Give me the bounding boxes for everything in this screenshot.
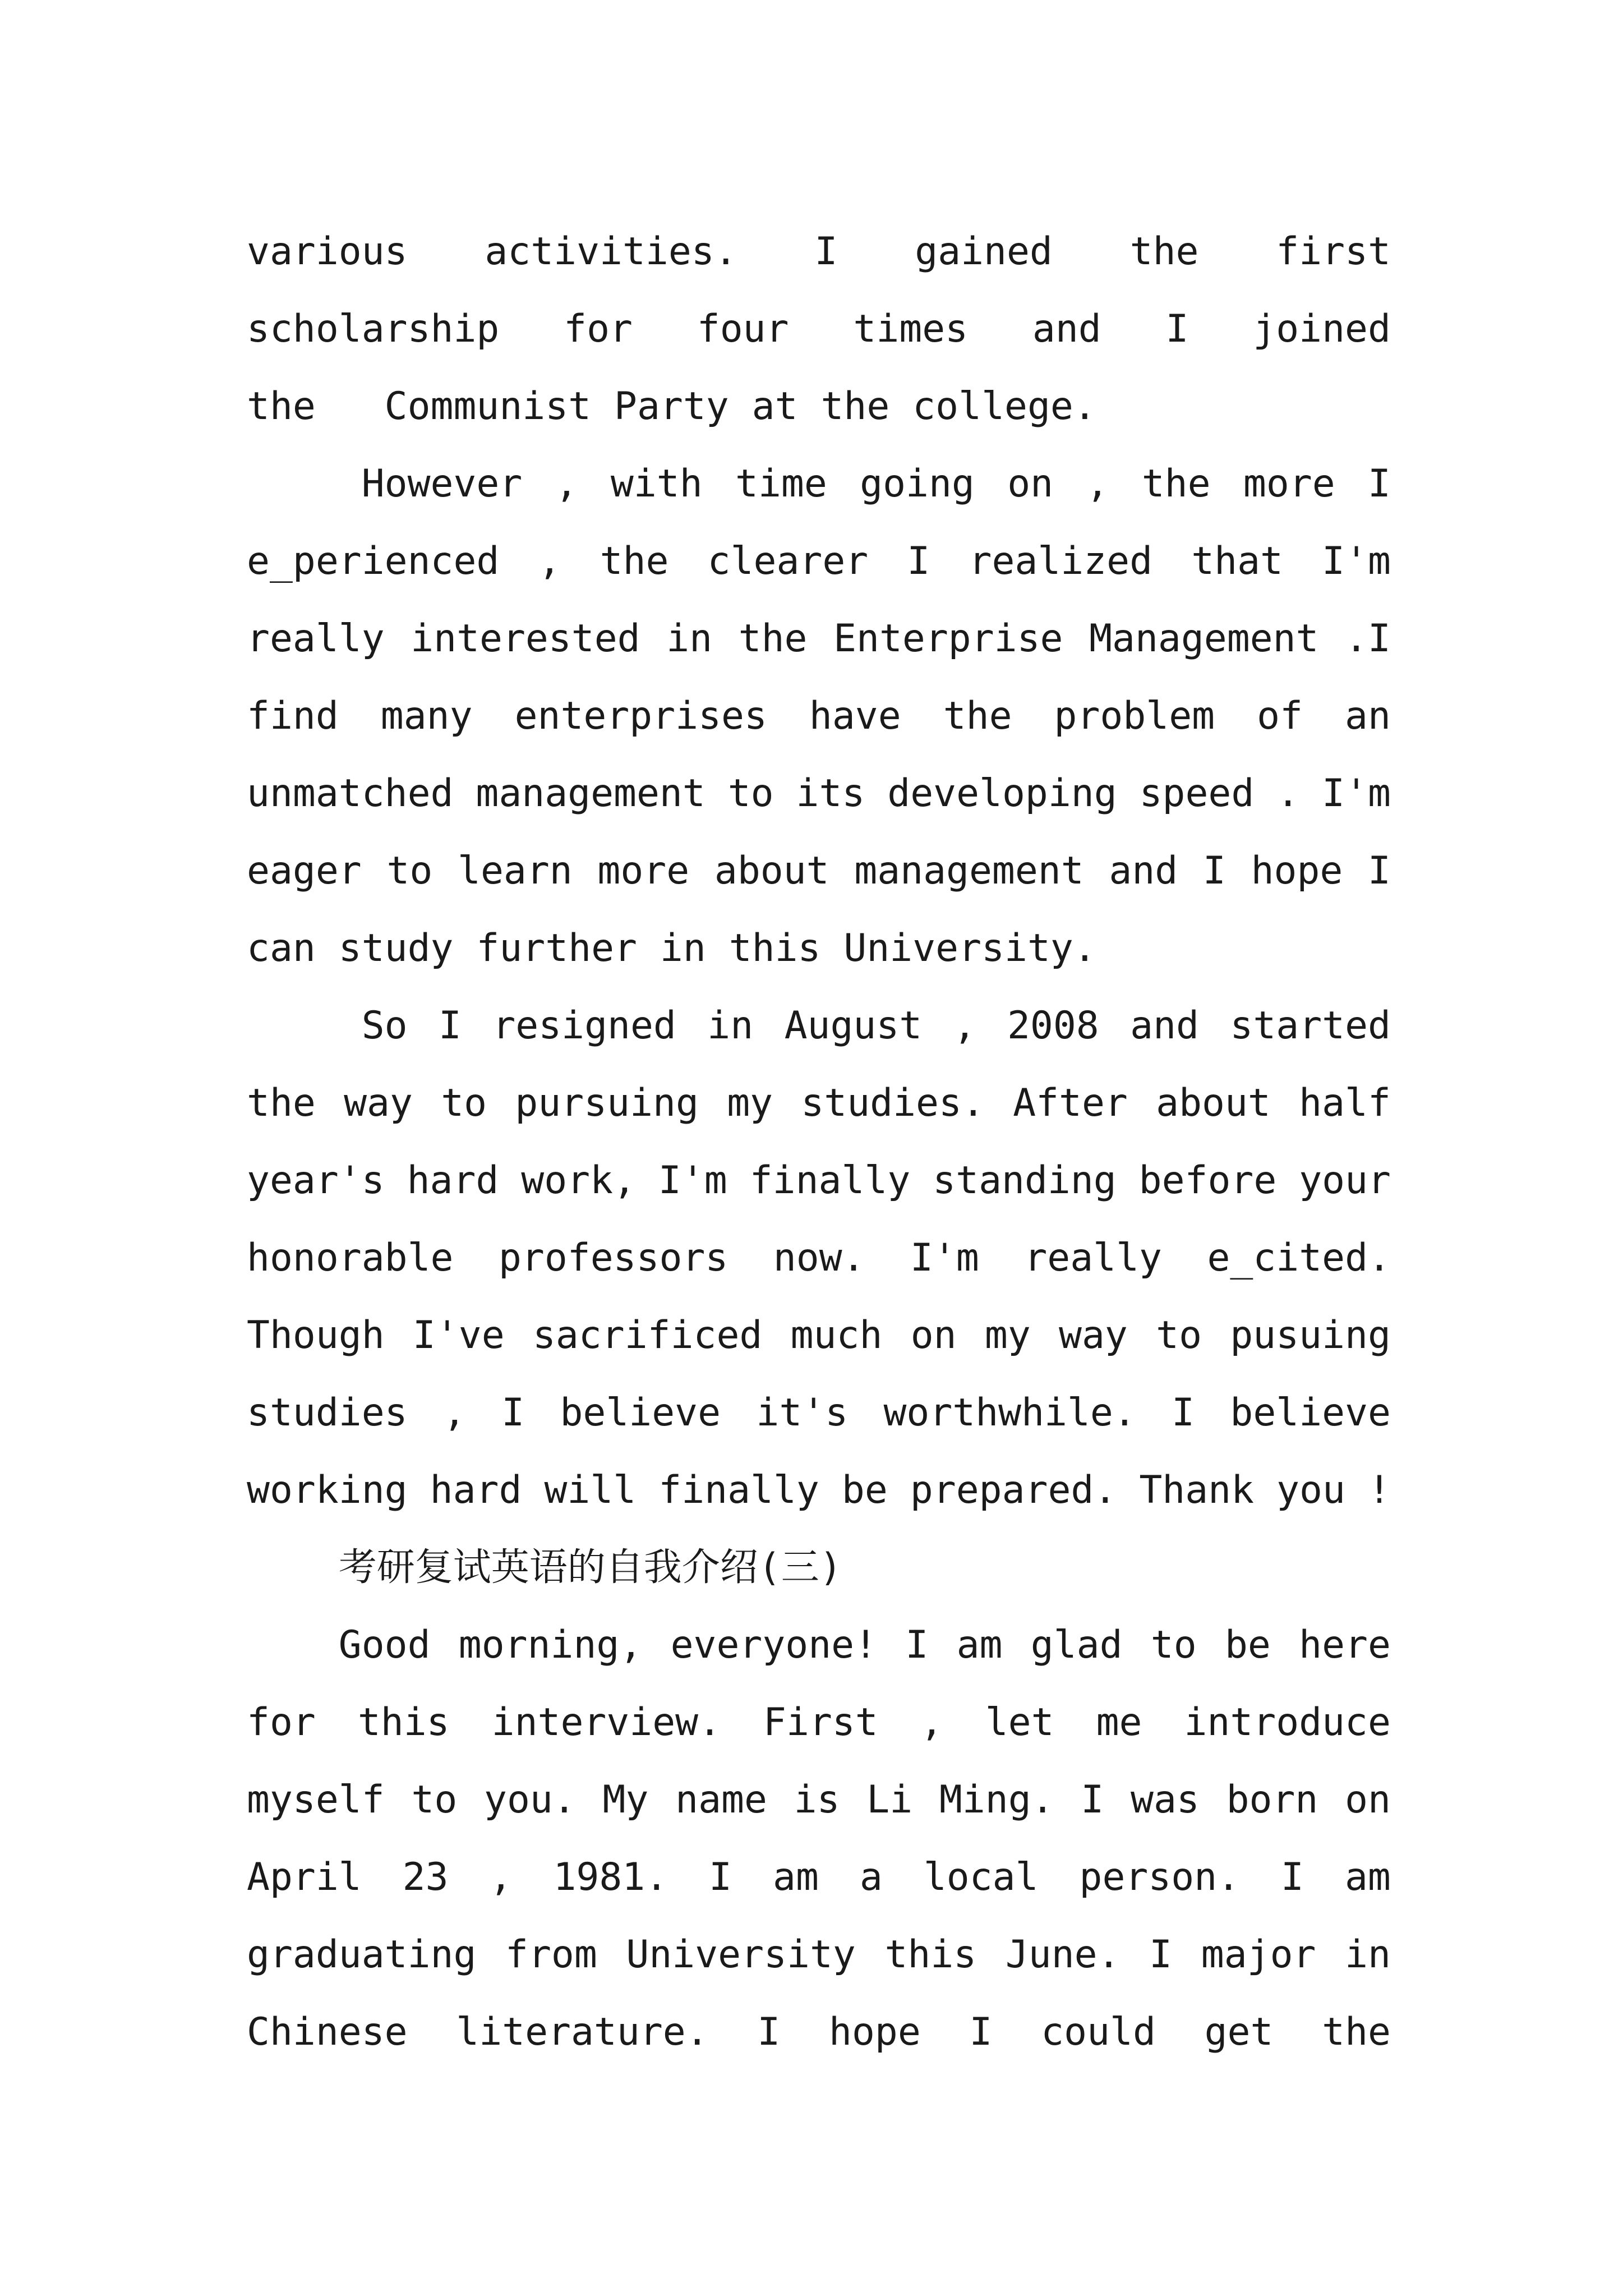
word: I [907,539,930,583]
word: more [1243,462,1335,506]
word: finally [658,1468,819,1512]
word: the [1129,229,1199,274]
text-line [247,1065,1391,1142]
text-line [247,1297,1391,1374]
word: find [247,694,339,738]
word: e_perienced [247,539,500,583]
word: University [626,1932,856,1977]
word: is [794,1778,840,1822]
word: believe [1230,1391,1391,1435]
word: let [985,1700,1054,1745]
word: it's [756,1391,849,1435]
word: be [1224,1623,1271,1667]
word: interested [411,616,640,661]
word: studies. [801,1081,985,1125]
word: clearer [707,539,869,583]
word: in [707,1004,754,1048]
word: I [1368,849,1391,893]
word: I [905,1623,929,1667]
word: worthwhile. [883,1391,1136,1435]
text-line [247,1916,1391,1994]
text-line [247,445,1391,523]
word: sacrificed [532,1313,763,1358]
word: Chinese [247,2010,408,2054]
word: me [1096,1700,1142,1745]
word: four [697,307,789,351]
body-text [247,213,1391,2071]
text-line [247,1684,1391,1761]
text-line [247,678,1391,755]
word: introduce [1184,1700,1391,1745]
word: going [860,462,975,506]
word: morning, [458,1623,643,1667]
word: the [247,1081,316,1125]
word: learn [458,849,573,893]
word: much [790,1313,883,1358]
line-text: 考研复试英语的自我介绍(三) [247,1545,842,1590]
word: am [1344,1855,1391,1899]
word: am [773,1855,819,1899]
word: resigned [492,1004,676,1048]
word: I [438,1004,462,1048]
word: local [923,1855,1039,1899]
word: realized [969,539,1153,583]
word: , [489,1855,513,1899]
word: I've [412,1313,505,1358]
text-line [247,1374,1391,1452]
word: 2008 [1007,1004,1099,1048]
word: professors [498,1236,728,1280]
word: time [735,462,827,506]
text-line [247,523,1391,600]
word: to [441,1081,487,1125]
word: myself [247,1778,385,1822]
word: year's [247,1158,385,1203]
text-line [247,1452,1391,1529]
word: I [1149,1932,1173,1977]
word: First [763,1700,878,1745]
word: way [1059,1313,1128,1358]
word: name [675,1778,767,1822]
word: hope [1251,849,1343,893]
word: August [784,1004,923,1048]
line-text: the Communist Party at the college. [247,384,1096,429]
word: Li [866,1778,913,1822]
text-line [247,213,1391,291]
word: that [1191,539,1283,583]
word: started [1230,1004,1391,1048]
word: joined [1253,307,1391,351]
word: on [1007,462,1054,506]
word: have [809,694,901,738]
word: I [709,1855,732,1899]
word: management [476,771,706,816]
text-line [247,1994,1391,2071]
word: I'm [910,1236,979,1280]
word: I [1281,1855,1304,1899]
word: I [969,2010,993,2054]
word: many [380,694,473,738]
word: , [953,1004,976,1048]
word: am [956,1623,1003,1667]
word: the [600,539,669,583]
text-line [247,987,1391,1065]
word: speed [1139,771,1255,816]
word: this [884,1932,977,1977]
word: Thank [1139,1468,1255,1512]
word: Good [247,1623,431,1667]
word: get [1204,2010,1274,2054]
word: way [344,1081,413,1125]
word: June. [1005,1932,1121,1977]
word: of [1257,694,1303,738]
word: could [1041,2010,1156,2054]
word: unmatched [247,771,454,816]
word: born [1226,1778,1318,1822]
word: hope [829,2010,921,2054]
word: ! [1367,1468,1391,1512]
word: I'm [1322,539,1391,583]
word: I [814,229,838,274]
word: the [738,616,808,661]
word: everyone! [670,1623,878,1667]
word: to [386,849,433,893]
word: . [1276,771,1300,816]
word: work, [521,1158,636,1203]
word: this [357,1700,450,1745]
word: prepared. [910,1468,1117,1512]
word: management [854,849,1084,893]
word: However [247,462,523,506]
word: So [247,1004,408,1048]
word: times [853,307,969,351]
word: interview. [491,1700,722,1745]
word: enterprises [514,694,767,738]
word: you [1276,1468,1345,1512]
word: developing [887,771,1117,816]
word: hard [430,1468,522,1512]
word: an [1345,694,1391,738]
word: for [247,1700,316,1745]
word: .I [1345,616,1391,661]
word: my [984,1313,1031,1358]
word: first [1276,229,1391,274]
word: eager [247,849,362,893]
word: about [714,849,829,893]
word: finally [749,1158,911,1203]
word: studies [247,1391,408,1435]
word: on [1345,1778,1391,1822]
word: My [602,1778,649,1822]
word: I [1165,307,1189,351]
word: before [1138,1158,1277,1203]
word: in [666,616,713,661]
word: you. [484,1778,576,1822]
word: on [910,1313,957,1358]
text-line [247,1607,1391,1684]
text-line [247,910,1391,987]
text-line [247,1220,1391,1297]
word: from [505,1932,597,1977]
word: Enterprise [833,616,1063,661]
word: person. [1079,1855,1241,1899]
text-line [247,832,1391,910]
word: , [555,462,578,506]
word: I [1172,1391,1195,1435]
word: to [411,1778,458,1822]
word: now. [773,1236,865,1280]
word: , [1086,462,1109,506]
word: gained [915,229,1053,274]
word: I'm [658,1158,727,1203]
word: literature. [456,2010,709,2054]
word: for [564,307,633,351]
word: to [1156,1313,1202,1358]
word: Though [247,1313,385,1358]
word: a [859,1855,883,1899]
text-line [247,291,1391,368]
word: your [1299,1158,1391,1203]
word: working [247,1468,408,1512]
text-line [247,1142,1391,1220]
word: April [247,1855,362,1899]
text-line [247,600,1391,678]
word: and [1032,307,1101,351]
word: to [727,771,774,816]
word: and [1130,1004,1199,1048]
word: pursuing [515,1081,699,1125]
word: , [920,1700,943,1745]
word: be [841,1468,888,1512]
word: 23 [402,1855,449,1899]
word: various [247,229,408,274]
word: here [1299,1623,1391,1667]
word: the [943,694,1012,738]
word: 1981. [553,1855,668,1899]
text-line [247,368,1391,445]
word: honorable [247,1236,454,1280]
word: I [1202,849,1226,893]
word: more [597,849,690,893]
word: to [1150,1623,1197,1667]
word: half [1299,1081,1391,1125]
word: my [727,1081,773,1125]
word: Ming. [939,1778,1054,1822]
word: I [757,2010,781,2054]
word: about [1156,1081,1271,1125]
word: with [610,462,703,506]
word: I'm [1322,771,1391,816]
word: graduating [247,1932,477,1977]
word: hard [407,1158,499,1203]
text-line [247,1839,1391,1916]
word: will [544,1468,637,1512]
word: was [1131,1778,1200,1822]
word: the [1322,2010,1391,2054]
word: in [1345,1932,1391,1977]
text-line [247,1761,1391,1839]
word: , [538,539,561,583]
word: problem [1054,694,1215,738]
line-text: can study further in this University. [247,926,1096,970]
word: , [442,1391,466,1435]
word: After [1013,1081,1128,1125]
text-line [247,755,1391,832]
word: its [796,771,865,816]
word: I [501,1391,525,1435]
word: major [1201,1932,1316,1977]
word: e_cited. [1207,1236,1391,1280]
word: pusuing [1230,1313,1391,1358]
word: really [1024,1236,1162,1280]
word: activities. [485,229,737,274]
word: Management [1089,616,1319,661]
section-heading [247,1529,1391,1607]
word: standing [933,1158,1117,1203]
word: the [1141,462,1211,506]
word: glad [1030,1623,1123,1667]
word: I [1368,462,1391,506]
word: I [1081,1778,1104,1822]
word: really [247,616,385,661]
word: believe [560,1391,721,1435]
word: scholarship [247,307,500,351]
word: and [1109,849,1178,893]
